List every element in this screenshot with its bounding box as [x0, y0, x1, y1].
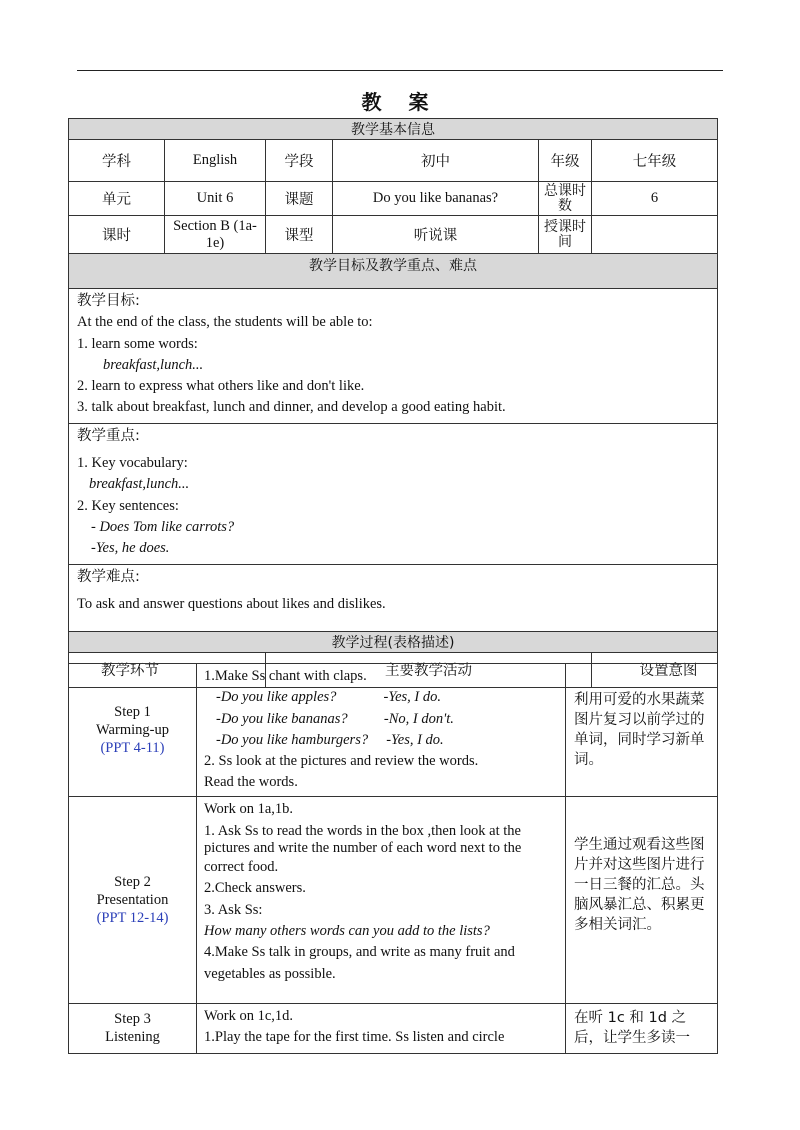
basic-info-row	[69, 182, 718, 216]
activity-line: Read the words.	[204, 774, 298, 791]
step-number: Step 3	[114, 1010, 151, 1027]
document-title: 教 案	[361, 90, 439, 114]
key-line: -Yes, he does.	[91, 540, 170, 557]
activity-line: vegetables as possible.	[204, 965, 336, 982]
info-value: Unit 6	[165, 182, 266, 216]
key-line: - Does Tom like carrots?	[91, 518, 235, 535]
step-number: Step 1	[114, 703, 151, 720]
info-label: 课型	[266, 216, 333, 254]
process-row	[69, 664, 718, 797]
info-label: 单元	[69, 182, 165, 216]
info-value	[592, 216, 718, 254]
activity-line: 3. Ask Ss:	[204, 901, 263, 918]
info-label: 学科	[69, 140, 165, 182]
objectives-header: 教学目标及教学重点、难点	[69, 254, 718, 289]
activity-line: 1. Ask Ss to read the words in the box ,then look at the pictures and write the number of each word next to the	[204, 823, 522, 857]
column-header-activities: 主要教学活动	[266, 652, 592, 687]
activity-line: Work on 1c,1d.	[204, 1007, 294, 1024]
goals-label: 教学目标:	[77, 293, 140, 309]
activity-line: -Do you like hamburgers? -Yes, I do.	[216, 731, 444, 748]
column-header-intent: 设置意图	[592, 652, 718, 687]
lesson-plan-table	[68, 118, 718, 688]
activity-line: 1.Make Ss chant with claps.	[204, 668, 367, 684]
activity-line: Work on 1a,1b.	[204, 800, 294, 817]
info-value: 听说课	[333, 216, 539, 254]
activity-line: -Do you like bananas? -No, I don't.	[216, 710, 454, 727]
basic-info-row	[69, 140, 718, 182]
basic-info-header: 教学基本信息	[69, 119, 718, 140]
goals-block	[69, 289, 718, 424]
activities-cell	[197, 796, 566, 1003]
info-value: 初中	[333, 140, 539, 182]
goals-line: 3. talk about breakfast, lunch and dinner, and develop a good eating habit.	[77, 399, 506, 416]
step-cell	[69, 1003, 197, 1053]
step-name: Warming-up	[96, 721, 169, 738]
info-label: 年级	[539, 140, 592, 182]
ppt-ref: (PPT 4-11)	[100, 739, 165, 756]
goals-line: breakfast,lunch...	[103, 356, 204, 373]
key-points-label: 教学重点:	[77, 427, 140, 444]
goals-line: 1. learn some words:	[77, 335, 198, 352]
intent-cell: 在听 1c 和 1d 之后，让学生多读一	[566, 1003, 718, 1053]
process-row	[69, 796, 718, 1003]
goals-line: 2. learn to express what others like and don't like.	[77, 378, 365, 395]
difficulty-block	[69, 564, 718, 631]
process-header: 教学过程(表格描述)	[69, 631, 718, 652]
step-cell	[69, 796, 197, 1003]
process-table	[68, 663, 718, 1054]
step-number: Step 2	[114, 873, 151, 890]
activities-cell	[197, 1003, 566, 1053]
intent-cell: 学生通过观看这些图片并对这些图片进行一日三餐的汇总。头脑风暴汇总、积累更多相关词汇。	[566, 796, 718, 1003]
goals-line: At the end of the class, the students will be able to:	[77, 314, 373, 331]
info-label: 总课时数	[539, 182, 592, 216]
key-line: 2. Key sentences:	[77, 497, 179, 514]
info-label: 授课时间	[539, 216, 592, 254]
header-rule	[77, 70, 723, 71]
info-value: Do you like bananas?	[333, 182, 539, 216]
activity-line: 2.Check answers.	[204, 880, 306, 897]
process-row	[69, 1003, 718, 1053]
info-value: 6	[592, 182, 718, 216]
info-label: 学段	[266, 140, 333, 182]
activity-line: How many others words can you add to the lists?	[204, 922, 490, 939]
key-line: 1. Key vocabulary:	[77, 455, 188, 472]
difficulty-line: To ask and answer questions about likes and dislikes.	[77, 595, 386, 612]
ppt-ref: (PPT 12-14)	[96, 909, 169, 926]
info-value: Section B (1a-1e)	[165, 216, 266, 254]
activity-line: correct food.	[204, 859, 279, 876]
key-line: breakfast,lunch...	[89, 476, 190, 493]
activities-cell	[197, 664, 566, 797]
activity-line: 1.Play the tape for the first time. Ss listen and circle	[204, 1029, 505, 1046]
info-value: English	[165, 140, 266, 182]
intent-cell: 利用可爱的水果蔬菜图片复习以前学过的单词，同时学习新单词。	[566, 664, 718, 797]
step-cell	[69, 664, 197, 797]
info-label: 课题	[266, 182, 333, 216]
basic-info-row	[69, 216, 718, 254]
info-value: 七年级	[592, 140, 718, 182]
info-label: 课时	[69, 216, 165, 254]
column-header-stage: 教学环节	[69, 652, 266, 687]
activity-line: 2. Ss look at the pictures and review the words.	[204, 753, 479, 770]
activity-line: -Do you like apples? -Yes, I do.	[216, 689, 441, 706]
key-points-block	[69, 423, 718, 564]
step-name: Listening	[105, 1028, 160, 1045]
difficulty-label: 教学难点:	[77, 568, 140, 585]
activity-line: 4.Make Ss talk in groups, and write as many fruit and	[204, 944, 515, 961]
step-name: Presentation	[96, 891, 169, 908]
